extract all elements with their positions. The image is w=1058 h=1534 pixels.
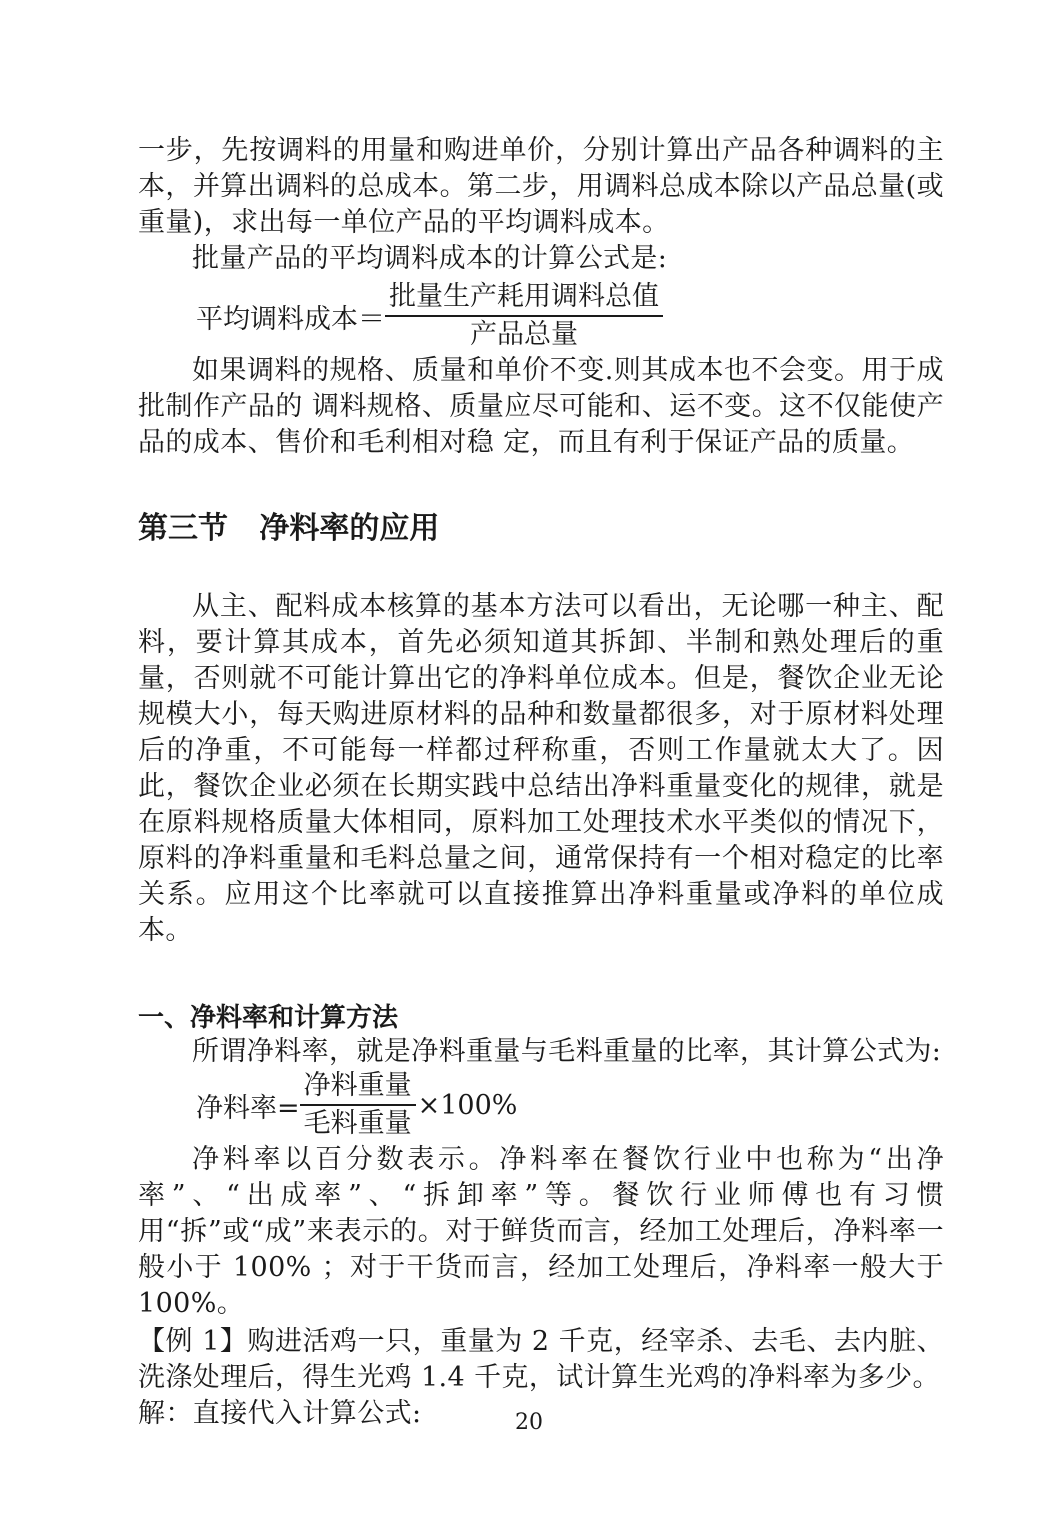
paragraph-example-1: 【例 1】购进活鸡一只，重量为 2 千克，经宰杀、去毛、去内脏、洗涤处理后，得生光鸡 1.4 千克，试计算生光鸡的净料率为多少。: [138, 1326, 944, 1393]
fraction-numerator: 净料重量: [300, 1070, 416, 1106]
subsection-title: 一、净料率和计算方法: [138, 1003, 399, 1033]
paragraph-seasoning-steps: 一步，先按调料的用量和购进单价，分别计算出产品各种调料的主本，并算出调料的总成本。第二步，用调料总成本除以产品总量(或重量)，求出每一单位产品的平均调料成本。: [138, 135, 944, 238]
fraction-numerator: 批量生产耗用调料总值: [385, 281, 663, 317]
formula-suffix: ×100%: [417, 1089, 518, 1121]
paragraph-solution: 解：直接代入计算公式:: [138, 1398, 422, 1429]
formula-average-seasoning-cost: [196, 281, 944, 351]
paragraph-definition: 所谓净料率，就是净料重量与毛料重量的比率，其计算公式为:: [192, 1036, 942, 1067]
fraction: [385, 281, 663, 351]
page-content: [138, 133, 944, 1432]
page-number: 20: [515, 1410, 543, 1435]
paragraph-stable-cost: 如果调料的规格、质量和单价不变.则其成本也不会变。用于成批制作产品的 调料规格、质量应尽可能和、运不变。这不仅能使产品的成本、售价和毛利相对稳 定，而且有利于保证产品的质量。: [138, 355, 944, 458]
fraction: [300, 1070, 416, 1140]
paragraph-net-material-intro: 从主、配料成本核算的基本方法可以看出，无论哪一种主、配料，要计算其成本，首先必须知道其拆卸、半制和熟处理后的重量，否则就不可能计算出它的净料单位成本。但是，餐饮企业无论规模大小，每天购进原材料的品种和数量都很多，对于原材料处理后的净重，不可能每一样都过秤称重，否则工作量就太大了。因此，餐饮企业必须在长期实践中总结出净料重量变化的规律，就是在原料规格质量大体相同，原料加工处理技术水平类似的情况下，原料的净料重量和毛料总量之间，通常保持有一个相对稳定的比率关系。应用这个比率就可以直接推算出净料重量或净料的单位成本。: [138, 591, 944, 946]
fraction-denominator: 产品总量: [470, 319, 578, 350]
paragraph-percentage: 净料率以百分数表示。净料率在餐饮行业中也称为“出净率”、“出成率”、“拆卸率”等。餐饮行业师傅也有习惯用“拆”或“成”来表示的。对于鲜货而言，经加工处理后，净料率一般小于 100% ；对于干货而言，经加工处理后，净料率一般大于 100%。: [138, 1144, 944, 1319]
section-title: 第三节 净料率的应用: [138, 511, 440, 546]
fraction-denominator: 毛料重量: [303, 1108, 412, 1139]
formula-lhs: 净料率=: [196, 1092, 300, 1124]
formula-lhs: 平均调料成本＝: [196, 303, 385, 335]
paragraph-formula-intro: 批量产品的平均调料成本的计算公式是:: [192, 243, 668, 274]
formula-net-material-rate: [196, 1070, 944, 1140]
